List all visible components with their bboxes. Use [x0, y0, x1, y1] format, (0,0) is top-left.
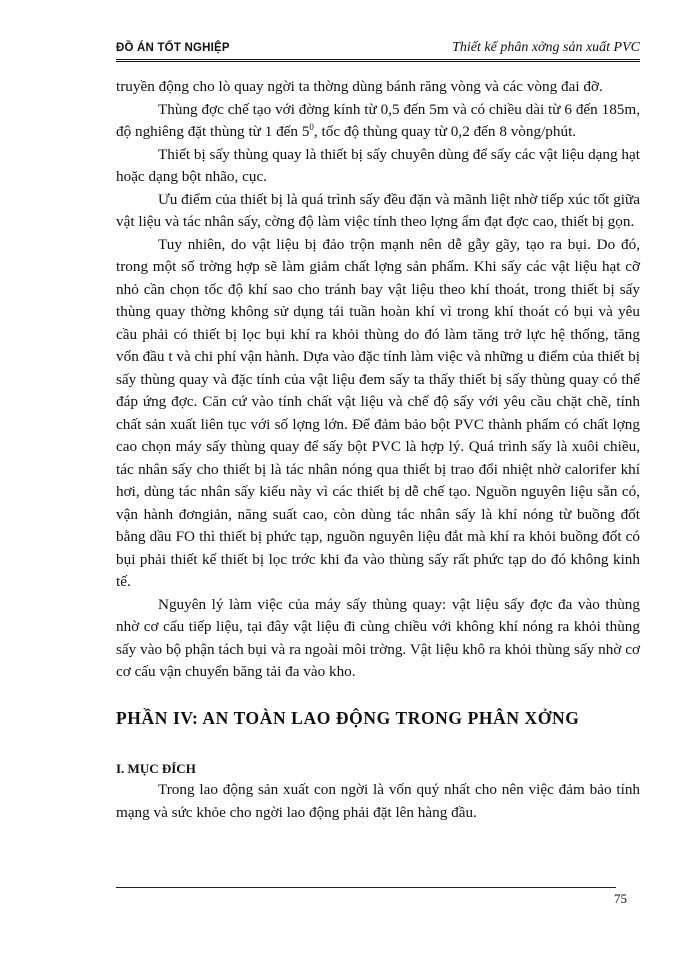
header-right-title: Thiết kế phân xởng sản xuất PVC [452, 40, 640, 55]
page-number: 75 [614, 891, 627, 906]
subsection-heading: I. MỤC ĐÍCH [116, 761, 196, 776]
paragraph-7: Trong lao động sản xuất con ngời là vốn quý nhất cho nên việc đảm bảo tính mạng và sức khỏe cho ngời lao động phải đặt lên hàng đầu. [116, 781, 640, 821]
paragraph-2-text-b: , tốc độ thùng quay từ 0,2 đến 8 vòng/phút. [313, 123, 577, 140]
header-left-title: ĐỒ ÁN TỐT NGHIỆP [116, 42, 230, 54]
paragraph-1: truyền động cho lò quay ngời ta thờng dùng bánh răng vòng và các vòng đai đỡ. [116, 78, 603, 95]
degree-superscript: 0 [309, 121, 314, 132]
body-text [116, 76, 640, 684]
paragraph-2-text-a: Thùng đợc chế tạo với đờng kính từ 0,5 đến 5m và có chiều dài từ 6 đến 185m, độ nghiêng đặt thùng từ 1 đến 5 [116, 100, 640, 140]
paragraph-5: Tuy nhiên, do vật liệu bị đảo trộn mạnh nên dễ gẫy gãy, tạo ra bụi. Do đó, trong một số trờng hợp sẽ làm giảm chất lợng sản phẩm. Khi sấy các vật liệu hạt cỡ nhỏ cần chọn tốc độ khí sao cho tránh bay vật liệu theo khí thoát, trong thiết bị sấy thùng quay thờng không sử dụng tái tuần hoàn khí vì trong khí thoát có bụi và yêu cầu phải có thiết bị lọc bụi khí ra khỏi thùng do đó làm tăng trở lực hệ thống, tăng vốn đầu t và chi phí vận hành. Dựa vào đặc tính làm việc và những u điểm của thiết bị sấy thùng quay và đặc tính của vật liệu đem sấy ta thấy thiết bị sấy thùng quay có thể đáp ứng đợc. Căn cứ vào tính chất vật liệu và chế độ sấy với yêu cầu chặt chẽ, tính chất sản xuất liên tục với số lợng lớn. Để đảm bảo bột PVC thành phẩm có chất lợng cao chọn máy sấy thùng quay để sấy bột PVC là hợp lý. Quá trình sấy là xuôi chiều, tác nhân sấy cho thiết bị là tác nhân nóng qua thiết bị trao đổi nhiệt nhờ calorifer khí hơi, dùng tác nhân sấy kiểu này vì các thiết bị dễ chế tạo. Nguồn nguyên liệu sẵn có, vận hành đơngiản, năng suất cao, còn dùng tác nhân sấy là khí nóng từ buồng đốt bằng dầu FO thì thiết bị phức tạp, nguồn nguyên liệu đắt mà khí ra khỏi buồng đốt có bụi phải thiết kế thiết bị lọc trớc khi đa vào thùng sấy rất phức tạp do đó không kinh tế. [116, 235, 640, 590]
paragraph-6: Nguyên lý làm việc của máy sấy thùng quay: vật liệu sấy đợc đa vào thùng nhờ cơ cấu tiếp liệu, tại đây vật liệu đi cùng chiều với không khí nóng ra khỏi thùng sấy vào bộ phận tách bụi và ra ngoài môi trờng. Vật liệu khô ra khỏi thùng sấy nhờ cơ cơ cấu vận chuyển băng tải đa vào kho. [116, 595, 640, 680]
paragraph-4: Ưu điểm của thiết bị là quá trình sấy đều đặn và mãnh liệt nhờ tiếp xúc tốt giữa vật liệu và tác nhân sấy, cờng độ làm việc tính theo lợng ẩm đạt đợc cao, thiết bị gọn. [116, 190, 640, 230]
paragraph-3: Thiết bị sấy thùng quay là thiết bị sấy chuyên dùng để sấy các vật liệu dạng hạt hoặc dạng bột nhão, cục. [116, 145, 640, 185]
header-divider [116, 59, 640, 62]
paragraph-2 [116, 99, 640, 144]
section-body-text [116, 778, 640, 824]
footer-divider [116, 887, 616, 888]
section-title: PHẦN IV: AN TOÀN LAO ĐỘNG TRONG PHÂN XỞNG [116, 708, 580, 728]
page-header [116, 40, 640, 58]
